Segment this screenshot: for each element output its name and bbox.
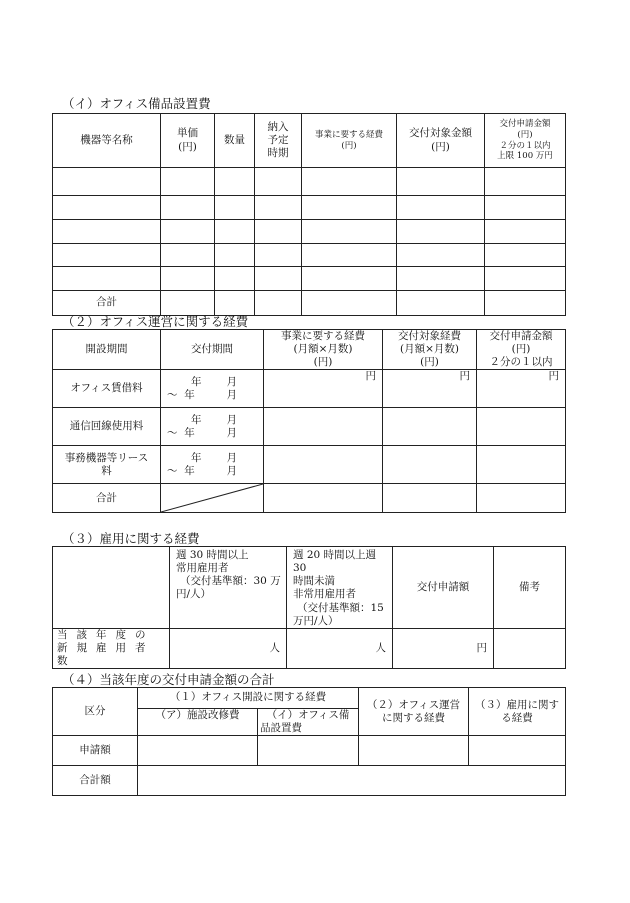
- input-cell[interactable]: [302, 168, 397, 196]
- total-label: 合計: [53, 291, 161, 316]
- header-renovation: （ア）施設改修費: [138, 709, 258, 736]
- full-time-count[interactable]: 人: [170, 628, 287, 668]
- header-delivery-date: 納入 予定 時期: [255, 114, 302, 168]
- table-row: [53, 267, 566, 291]
- input-cell[interactable]: [255, 220, 302, 244]
- input-cell[interactable]: [264, 484, 383, 513]
- table-row: [53, 220, 566, 244]
- operation-table: [52, 329, 566, 513]
- remarks-cell[interactable]: [494, 628, 566, 668]
- input-cell[interactable]: [302, 196, 397, 220]
- input-cell[interactable]: [397, 291, 485, 316]
- input-cell[interactable]: [485, 291, 566, 316]
- header-quantity: 数量: [215, 114, 255, 168]
- input-cell[interactable]: [161, 244, 215, 267]
- input-cell[interactable]: [485, 168, 566, 196]
- apply-cell[interactable]: 円: [477, 370, 566, 408]
- header-target-cost: 交付対象経費 (月額×月数) (円): [383, 330, 477, 370]
- input-cell[interactable]: [255, 168, 302, 196]
- header-project-cost: 事業に要する経費 (円): [302, 114, 397, 168]
- diagonal-cell: [161, 484, 264, 513]
- input-cell[interactable]: [138, 736, 258, 766]
- input-cell[interactable]: [397, 168, 485, 196]
- header-apply-amount: 交付申請金額 (円) ２分の１以内 上限 100 万円: [485, 114, 566, 168]
- input-cell[interactable]: [255, 196, 302, 220]
- grand-total-cell[interactable]: [138, 766, 566, 796]
- table-row: [53, 370, 566, 408]
- row-label: 当該年度の 新規雇用者数: [53, 628, 170, 668]
- header-office-setup: （１）オフィス開設に関する経費: [138, 688, 359, 709]
- input-cell[interactable]: [397, 220, 485, 244]
- input-cell[interactable]: [477, 484, 566, 513]
- header-unit-price: 単価 (円): [161, 114, 215, 168]
- header-remarks: 備考: [494, 547, 566, 629]
- section-3-title: （３）雇用に関する経費: [62, 531, 200, 546]
- header-employment: （３）雇用に関す る経費: [469, 688, 566, 736]
- input-cell[interactable]: [161, 267, 215, 291]
- period-cell[interactable]: 年 月 ～ 年 月: [161, 370, 264, 408]
- input-cell[interactable]: [53, 220, 161, 244]
- input-cell[interactable]: [53, 267, 161, 291]
- input-cell[interactable]: [302, 244, 397, 267]
- input-cell[interactable]: [255, 291, 302, 316]
- total-row: [53, 484, 566, 513]
- input-cell[interactable]: [215, 220, 255, 244]
- header-target-amount: 交付対象金額 (円): [397, 114, 485, 168]
- target-cell[interactable]: 円: [383, 370, 477, 408]
- cost-cell[interactable]: [264, 408, 383, 446]
- table-row: [53, 168, 566, 196]
- row-label: 通信回線使用料: [53, 408, 161, 446]
- input-cell[interactable]: [302, 220, 397, 244]
- apply-amount-cell[interactable]: 円: [393, 628, 494, 668]
- target-cell[interactable]: [383, 408, 477, 446]
- apply-cell[interactable]: [477, 408, 566, 446]
- input-cell[interactable]: [161, 220, 215, 244]
- header-full-time: 週 30 時間以上 常用雇用者 （交付基準額：30 万 円/人）: [170, 547, 287, 629]
- input-cell[interactable]: [215, 244, 255, 267]
- header-operation: （２）オフィス運営 に関する経費: [359, 688, 469, 736]
- input-cell[interactable]: [255, 244, 302, 267]
- input-cell[interactable]: [359, 736, 469, 766]
- input-cell[interactable]: [485, 244, 566, 267]
- header-blank: [53, 547, 170, 629]
- input-cell[interactable]: [53, 168, 161, 196]
- input-cell[interactable]: [258, 736, 359, 766]
- header-project-cost: 事業に要する経費 (月額×月数) (円): [264, 330, 383, 370]
- input-cell[interactable]: [485, 267, 566, 291]
- input-cell[interactable]: [255, 267, 302, 291]
- row-label: オフィス賃借料: [53, 370, 161, 408]
- apply-cell[interactable]: [477, 446, 566, 484]
- summary-table: [52, 687, 566, 796]
- input-cell[interactable]: [397, 196, 485, 220]
- input-cell[interactable]: [215, 196, 255, 220]
- total-label: 合計額: [53, 766, 138, 796]
- input-cell[interactable]: [53, 196, 161, 220]
- input-cell[interactable]: [397, 267, 485, 291]
- input-cell[interactable]: [383, 484, 477, 513]
- input-cell[interactable]: [469, 736, 566, 766]
- table-row: [53, 628, 566, 668]
- table-row: [53, 408, 566, 446]
- input-cell[interactable]: [215, 267, 255, 291]
- total-row: [53, 766, 566, 796]
- header-apply-amount: 交付申請額: [393, 547, 494, 629]
- equipment-table: [52, 113, 566, 316]
- header-opening-period: 開設期間: [53, 330, 161, 370]
- input-cell[interactable]: [53, 244, 161, 267]
- table-row: [53, 196, 566, 220]
- input-cell[interactable]: [215, 168, 255, 196]
- section-2-title: （２）オフィス運営に関する経費: [62, 314, 249, 329]
- period-cell[interactable]: 年 月 ～ 年 月: [161, 408, 264, 446]
- header-grant-period: 交付期間: [161, 330, 264, 370]
- table-row: [53, 244, 566, 267]
- header-apply-amount: 交付申請金額 (円) ２分の１以内: [477, 330, 566, 370]
- input-cell[interactable]: [485, 196, 566, 220]
- total-label: 合計: [53, 484, 161, 513]
- section-4-title: （４）当該年度の交付申請金額の合計: [62, 672, 275, 687]
- input-cell[interactable]: [397, 244, 485, 267]
- input-cell[interactable]: [302, 267, 397, 291]
- input-cell[interactable]: [161, 196, 215, 220]
- apply-row: [53, 736, 566, 766]
- cost-cell[interactable]: 円: [264, 370, 383, 408]
- input-cell[interactable]: [485, 220, 566, 244]
- header-part-time: 週 20 時間以上週 30 時間未満 非常用雇用者 （交付基準額：15 万円/人）: [287, 547, 393, 629]
- apply-label: 申請額: [53, 736, 138, 766]
- header-equipment-name: 機器等名称: [53, 114, 161, 168]
- input-cell[interactable]: [161, 168, 215, 196]
- input-cell[interactable]: [302, 291, 397, 316]
- period-cell[interactable]: 年 月 ～ 年 月: [161, 446, 264, 484]
- header-equipment: （イ）オフィス備 品設置費: [258, 709, 359, 736]
- cost-cell[interactable]: [264, 446, 383, 484]
- table-row: [53, 446, 566, 484]
- part-time-count[interactable]: 人: [287, 628, 393, 668]
- employment-table: [52, 546, 566, 669]
- section-1-title: （イ）オフィス備品設置費: [62, 96, 211, 111]
- target-cell[interactable]: [383, 446, 477, 484]
- row-label: 事務機器等リース 料: [53, 446, 161, 484]
- header-category: 区分: [53, 688, 138, 736]
